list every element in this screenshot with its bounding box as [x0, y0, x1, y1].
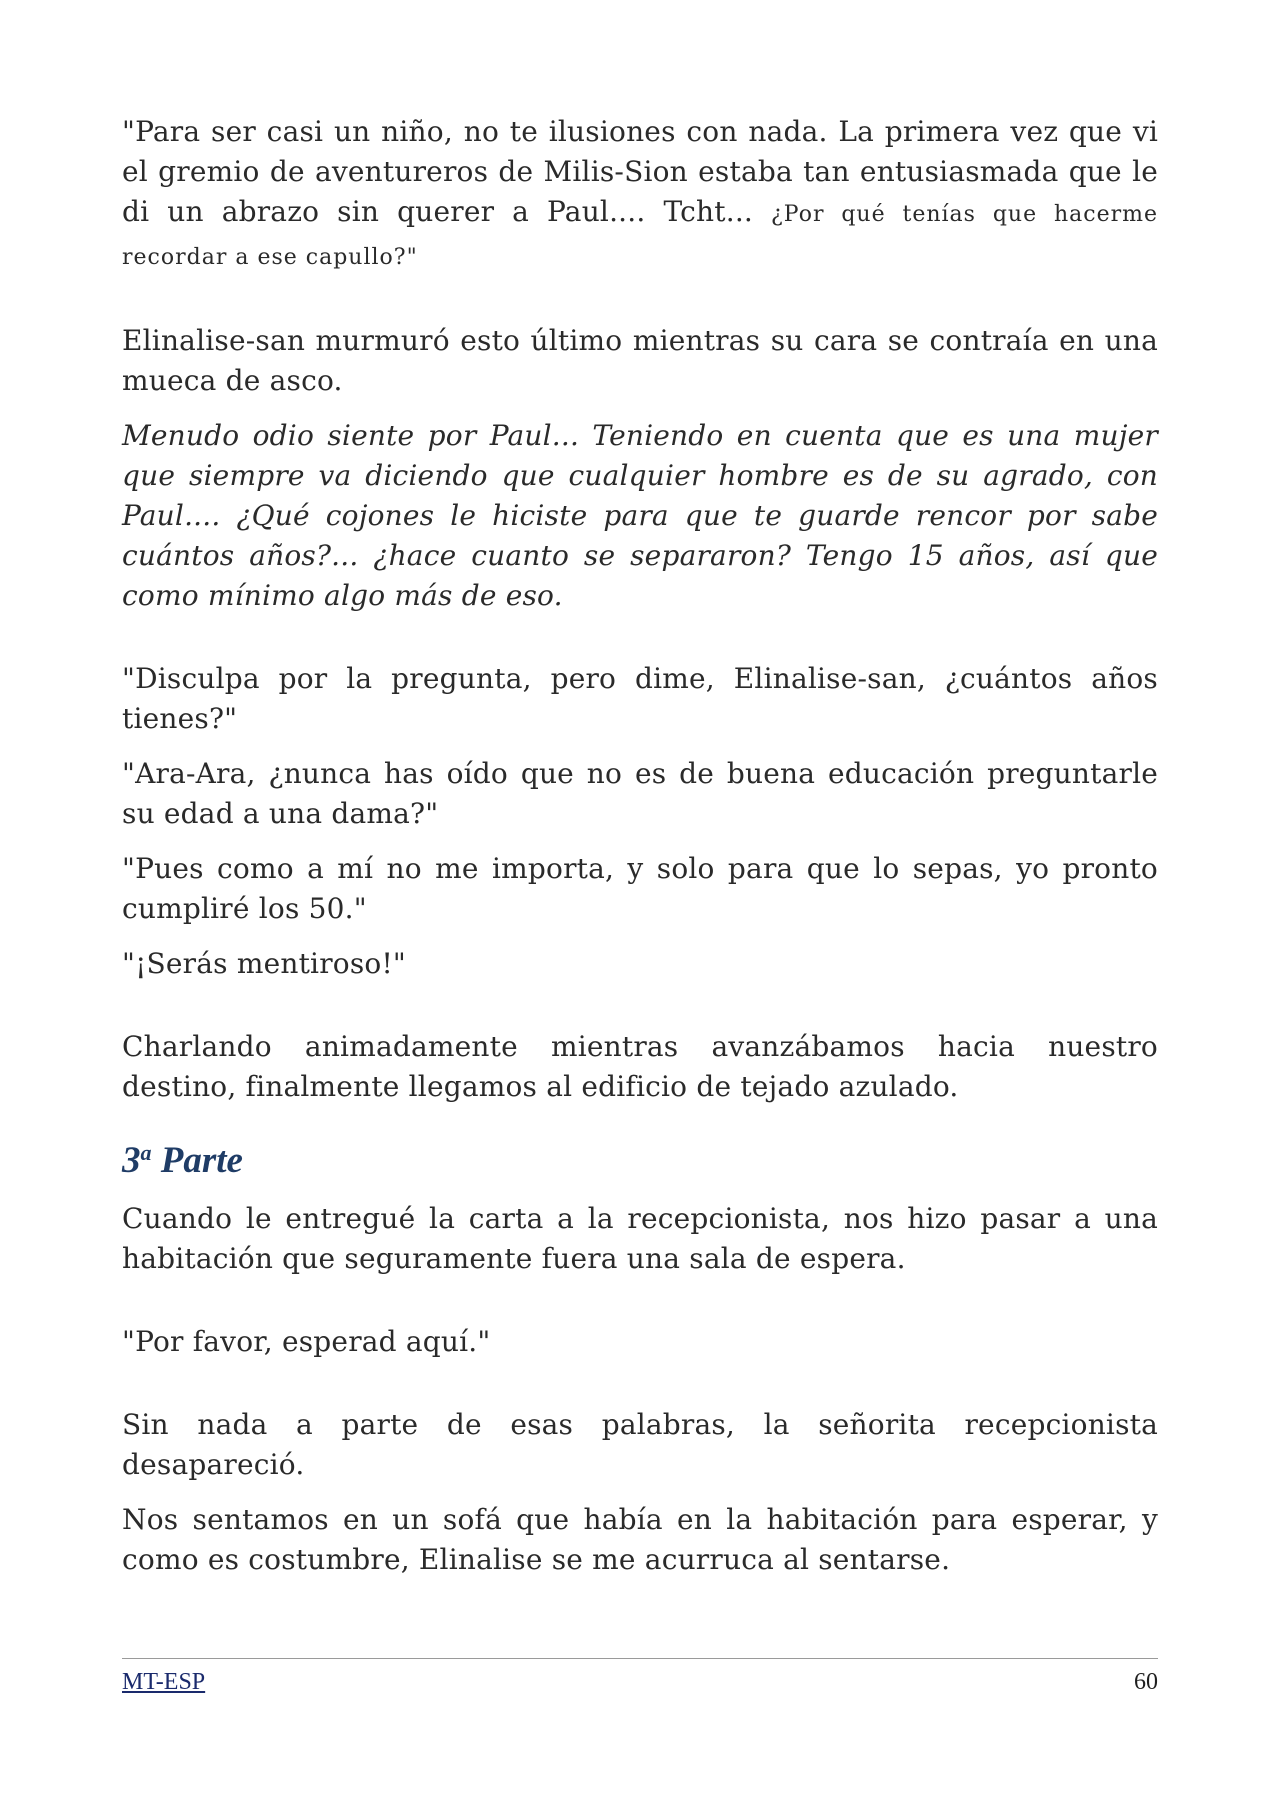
paragraph-arrival: Charlando animadamente mientras avanzábamos hacia nuestro destino, finalmente llegamos al edificio de tejado azulado.: [122, 1030, 1158, 1103]
page-footer: [122, 1658, 1158, 1696]
paragraph-dialogue-wait: "Por favor, esperad aquí.": [122, 1325, 491, 1358]
paragraph-disappear: Sin nada a parte de esas palabras, la señorita recepcionista desapareció.: [122, 1408, 1158, 1481]
dialogue-small-text: ¿Por qué tenías que hacerme recordar a ese capullo?: [122, 202, 1158, 270]
paragraph-dialogue-question: "Disculpa por la pregunta, pero dime, Elinalise-san, ¿cuántos años tienes?": [122, 662, 1158, 735]
paragraph-dialogue-elinalise: [122, 112, 1158, 278]
page-content: [122, 112, 1158, 1580]
page-number: 60: [1134, 1669, 1158, 1695]
section-heading: [122, 1139, 1158, 1183]
heading-superscript: a: [140, 1140, 152, 1165]
heading-text: Parte: [151, 1140, 243, 1181]
paragraph-reception: Cuando le entregué la carta a la recepcionista, nos hizo pasar a una habitación que seguramente fuera una sala de espera.: [122, 1202, 1158, 1275]
paragraph-dialogue-age: "Pues como a mí no me importa, y solo para que lo sepas, yo pronto cumpliré los 50.": [122, 852, 1158, 925]
dialogue-closing-quote: ": [406, 245, 418, 270]
footer-brand-link[interactable]: MT-ESP: [122, 1669, 206, 1695]
paragraph-sofa: Nos sentamos en un sofá que había en la habitación para esperar, y como es costumbre, Elinalise se me acurruca al sentarse.: [122, 1503, 1158, 1576]
heading-number: 3: [122, 1140, 141, 1181]
paragraph-narration: Elinalise-san murmuró esto último mientras su cara se contraía en una mueca de asco.: [122, 324, 1158, 397]
paragraph-dialogue-exclaim: "¡Serás mentiroso!": [122, 947, 406, 980]
dialogue-text: "Para ser casi un niño, no te ilusiones con nada. La primera vez que vi el gremio de aventureros de Milis-Sion estaba tan entusiasmada que le di un abrazo sin querer a Paul.... Tcht...: [122, 115, 1158, 228]
paragraph-inner-thought: Menudo odio siente por Paul... Teniendo en cuenta que es una mujer que siempre va diciendo que cualquier hombre es de su agrado, con Paul.... ¿Qué cojones le hiciste para que te guarde rencor por sabe cuántos años?... ¿hace cuanto se separaron? Tengo 15 años, así que como mínimo algo más de eso.: [122, 419, 1158, 612]
paragraph-dialogue-reply: "Ara-Ara, ¿nunca has oído que no es de buena educación preguntarle su edad a una dama?": [122, 757, 1158, 830]
